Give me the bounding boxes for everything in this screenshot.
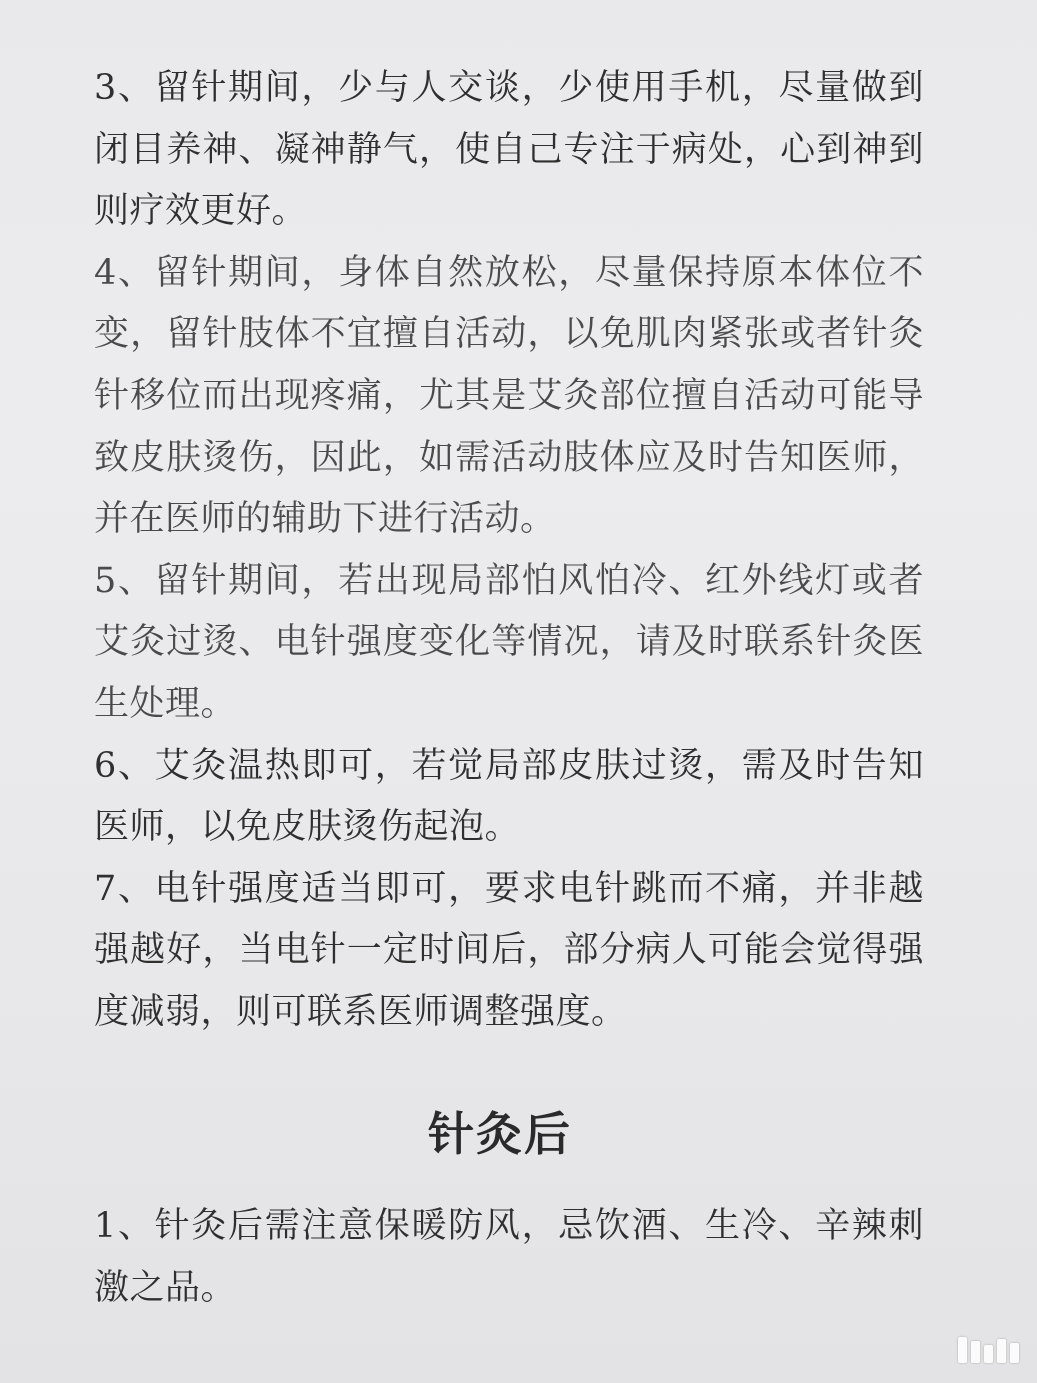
watermark-icon bbox=[958, 1337, 1019, 1363]
list-item-3: 3、留针期间，少与人交谈，少使用手机，尽量做到闭目养神、凝神静气，使自己专注于病处，心到神到则疗效更好。 bbox=[94, 68, 924, 232]
section-heading-after-acupuncture: 针灸后 bbox=[428, 1107, 572, 1161]
list-item-7: 7、电针强度适当即可，要求电针跳而不痛，并非越强越好，当电针一定时间后，部分病人可能会觉得强度减弱，则可联系医师调整强度。 bbox=[94, 868, 924, 1032]
list-item-5: 5、留针期间，若出现局部怕风怕冷、红外线灯或者艾灸过烫、电针强度变化等情况，请及时联系针灸医生处理。 bbox=[94, 560, 924, 724]
list-item-6: 6、艾灸温热即可，若觉局部皮肤过烫，需及时告知医师，以免皮肤烫伤起泡。 bbox=[94, 745, 924, 848]
during-acupuncture-list bbox=[94, 58, 924, 1044]
list-item-4: 4、留针期间，身体自然放松，尽量保持原本体位不变，留针肢体不宜擅自活动，以免肌肉紧张或者针灸针移位而出现疼痛，尤其是艾灸部位擅自活动可能导致皮肤烫伤，因此，如需活动肢体应及时告知医师，并在医师的辅助下进行活动。 bbox=[94, 252, 924, 540]
after-list-item-1: 1、针灸后需注意保暖防风，忌饮酒、生冷、辛辣刺激之品。 bbox=[94, 1206, 924, 1308]
after-acupuncture-list bbox=[94, 1196, 924, 1319]
